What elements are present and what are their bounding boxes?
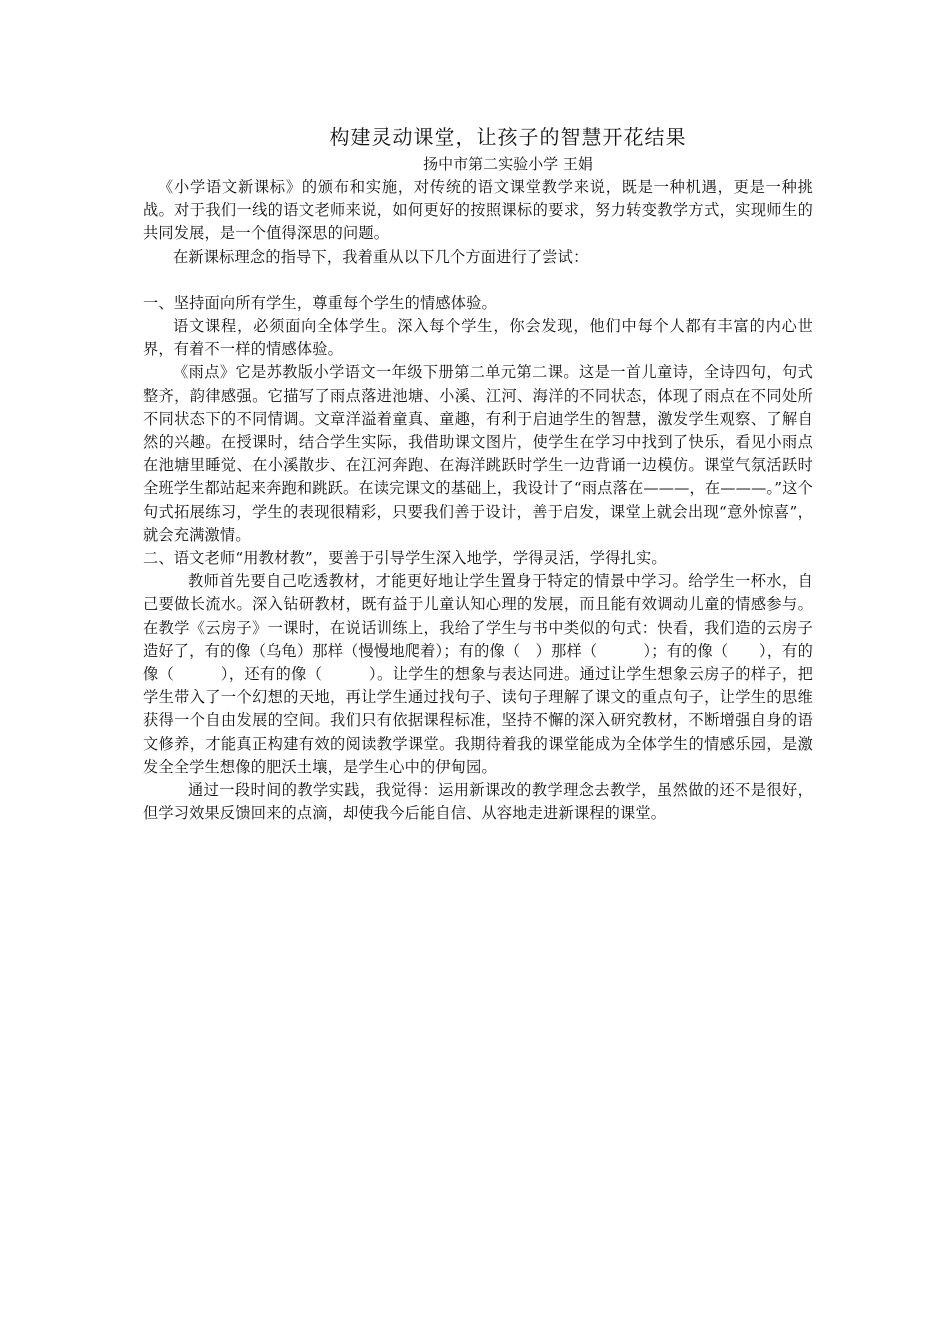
document-body xyxy=(143,122,813,825)
section-2-paragraph-1: 教师首先要自己吃透教材，才能更好地让学生置身于特定的情景中学习。给学生一杯水，自己要做长流水。深入钻研教材，既有益于儿童认知心理的发展，而且能有效调动儿童的情感参与。在教学《云房子》一课时，在说话训练上，我给了学生与书中类似的句式：快看，我们造的云房子造好了，有的像（乌龟）那样（慢慢地爬着）；有的像（ ）那样（ ）；有的像（ ），有的像（ ），还有的像（ ）。让学生的想象与表达同进。通过让学生想象云房子的样子，把学生带入了一个幻想的天地，再让学生通过找句子、读句子理解了课文的重点句子，让学生的思维获得一个自由发展的空间。我们只有依据课程标准，坚持不懈的深入研究教材，不断增强自身的语文修养，才能真正构建有效的阅读教学课堂。我期待着我的课堂能成为全体学生的情感乐园，是激发全全学生想像的肥沃土壤，是学生心中的伊甸园。 xyxy=(143,572,813,776)
intro-paragraph-2: 在新课标理念的指导下，我着重从以下几个方面进行了尝试： xyxy=(173,247,589,266)
paragraph-spacer xyxy=(143,269,813,292)
section-2-heading: 二、语文老师“用教材教”，要善于引导学生深入地学，学得灵活，学得扎实。 xyxy=(143,549,667,568)
section-2-paragraph-2: 通过一段时间的教学实践，我觉得：运用新课改的教学理念去教学，虽然做的还不是很好，但学习效果反馈回来的点滴，却使我今后能自信、从容地走进新课程的课堂。 xyxy=(143,781,813,823)
section-1-paragraph-1: 语文课程，必须面向全体学生。深入每个学生，你会发现，他们中每个人都有丰富的内心世界，有着不一样的情感体验。 xyxy=(143,317,813,359)
document-title: 构建灵动课堂，让孩子的智慧开花结果 xyxy=(329,125,687,149)
section-1-paragraph-2: 《雨点》它是苏教版小学语文一年级下册第二单元第二课。这是一首儿童诗，全诗四句，句式整齐，韵律感强。它描写了雨点落进池塘、小溪、江河、海洋的不同状态，体现了雨点在不同处所不同状态下的不同情调。文章洋溢着童真、童趣，有利于启迪学生的智慧，激发学生观察、了解自然的兴趣。在授课时，结合学生实际，我借助课文图片，使学生在学习中找到了快乐，看见小雨点在池塘里睡觉、在小溪散步、在江河奔跑、在海洋跳跃时学生一边背诵一边模仿。课堂气氛活跃时全班学生都站起来奔跑和跳跃。在读完课文的基础上，我设计了“雨点落在———，在———。”这个句式拓展练习，学生的表现很精彩，只要我们善于设计，善于启发，课堂上就会出现“意外惊喜”，就会充满激情。 xyxy=(143,363,813,544)
section-1-heading: 一、坚持面向所有学生，尊重每个学生的情感体验。 xyxy=(143,293,497,312)
intro-paragraph-1: 《小学语文新课标》的颁布和实施，对传统的语文课堂教学来说，既是一种机遇，更是一种挑战。对于我们一线的语文老师来说，如何更好的按照课标的要求，努力转变教学方式，实现师生的共同发展，是一个值得深思的问题。 xyxy=(143,178,813,243)
document-author: 扬中市第二实验小学 王娟 xyxy=(423,155,593,173)
